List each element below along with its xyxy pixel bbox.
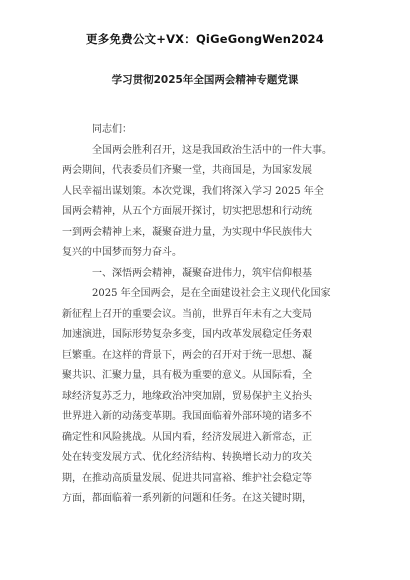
paragraph-line: 国两会精神，从五个方面展开探讨，切实把思想和行动统 <box>62 206 312 217</box>
salutation-line: 同志们： <box>92 124 132 135</box>
paragraph-line: 聚共识、汇聚力量，具有极为重要的意义。从国际看，全 <box>62 370 312 381</box>
paragraph-line: 一到两会精神上来，凝聚奋进力量，为实现中华民族伟大 <box>62 226 312 238</box>
document-title: 学习贯彻2025年全国两会精神专题党课 <box>111 74 299 86</box>
paragraph-line: 人民幸福出谋划策。本次党课，我们将深入学习 2025 年全 <box>62 185 324 197</box>
document-body <box>62 120 350 510</box>
paragraph-line: 方面，都面临着一系列新的问题和任务。在这关键时期， <box>62 493 312 504</box>
paragraph-line: 两会期间，代表委员们齐聚一堂，共商国是，为国家发展 <box>62 165 312 176</box>
paragraph-line: 期，在推动高质量发展、促进共同富裕、维护社会稳定等 <box>62 472 312 484</box>
paragraph-line: 加速演进，国际形势复杂多变，国内改革发展稳定任务艰 <box>62 329 312 340</box>
paragraph-line: 复兴的中国梦而努力奋斗。 <box>62 247 182 258</box>
section-heading: 一、深悟两会精神，凝聚奋进伟力，筑牢信仰根基 <box>92 267 312 279</box>
paragraph-line: 确定性和风险挑战。从国内看，经济发展进入新常态，正 <box>62 431 312 443</box>
paragraph-line: 巨繁重。在这样的背景下，两会的召开对于统一思想、凝 <box>62 349 312 361</box>
paragraph-line: 球经济复苏乏力，地缘政治冲突加剧，贸易保护主义抬头 <box>62 390 312 402</box>
paragraph-line: 世界进入新的动荡变革期。我国面临着外部环境的诸多不 <box>62 411 312 422</box>
paragraph-line: 新征程上召开的重要会议。当前，世界百年未有之大变局 <box>62 308 312 320</box>
paragraph-line: 全国两会胜利召开，这是我国政治生活中的一件大事。 <box>92 144 332 156</box>
paragraph-line: 处在转变发展方式、优化经济结构、转换增长动力的攻关 <box>62 452 312 463</box>
paragraph-line: 2025 年全国两会，是在全面建设社会主义现代化国家 <box>92 288 331 299</box>
promo-header: 更多免费公文+VX：QiGeGongWen2024 <box>86 32 324 46</box>
